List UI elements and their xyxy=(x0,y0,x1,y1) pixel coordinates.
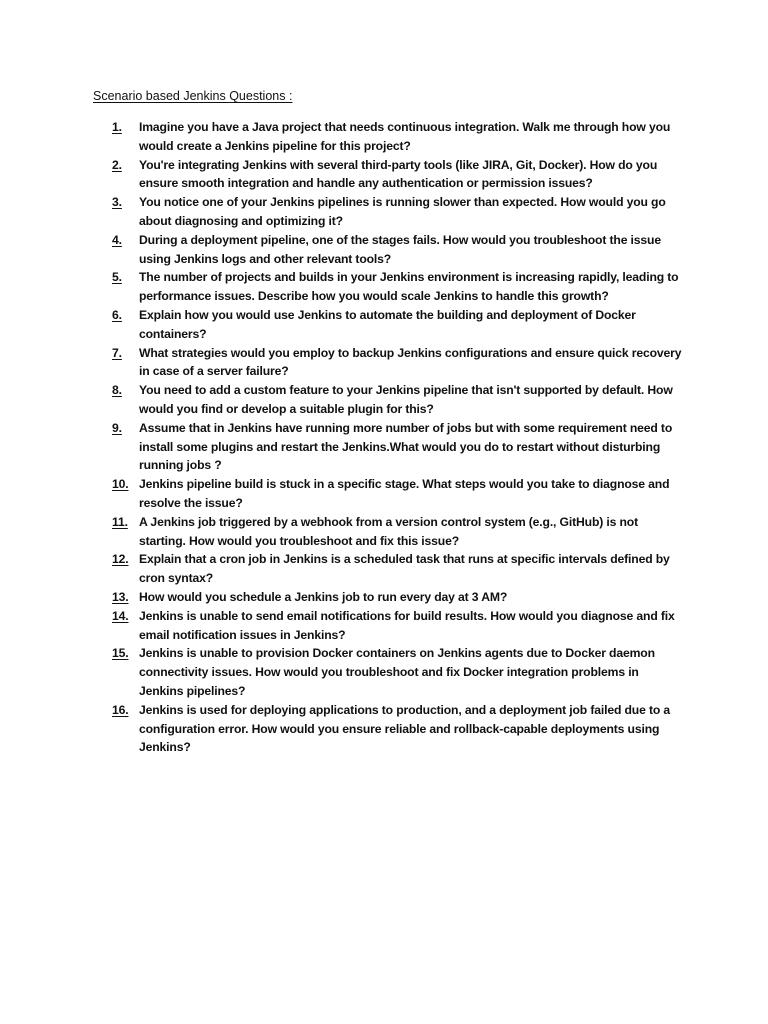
question-text: The number of projects and builds in your Jenkins environment is increasing rapidly, leading to performance issues. Describe how you would scale Jenkins to handle this growth? xyxy=(139,270,679,304)
question-number: 10. xyxy=(112,477,129,492)
question-item xyxy=(112,306,682,344)
question-text: Imagine you have a Java project that needs continuous integration. Walk me through how you would create a Jenkins pipeline for this project? xyxy=(139,120,671,153)
question-item xyxy=(112,513,682,551)
question-item xyxy=(112,193,682,231)
question-number: 5. xyxy=(112,270,122,285)
question-item xyxy=(112,644,682,700)
question-text: Jenkins is unable to provision Docker containers on Jenkins agents due to Docker daemon connectivity issues. How would you troubleshoot and fix Docker integration problems in Jenkins pipelines? xyxy=(139,646,655,698)
question-number: 14. xyxy=(112,608,129,623)
question-text: Assume that in Jenkins have running more number of jobs but with some requirement need to install some plugins and restart the Jenkins.What would you do to restart without disturbing running jobs ? xyxy=(139,420,673,473)
question-number: 2. xyxy=(112,157,122,172)
question-item xyxy=(112,381,682,419)
question-item xyxy=(112,344,682,382)
question-text: You notice one of your Jenkins pipelines is running slower than expected. How would you go about diagnosing and optimizing it? xyxy=(139,195,666,228)
question-number: 6. xyxy=(112,307,122,322)
question-text: Jenkins is unable to send email notifications for build results. How would you diagnose and fix email notification issues in Jenkins? xyxy=(139,608,675,642)
question-text: You need to add a custom feature to your Jenkins pipeline that isn't supported by default. How would you find or develop a suitable plugin for this? xyxy=(139,383,673,416)
question-number: 4. xyxy=(112,232,122,247)
question-text: Jenkins pipeline build is stuck in a specific stage. What steps would you take to diagnose and resolve the issue? xyxy=(139,477,670,510)
document-title: Scenario based Jenkins Questions : xyxy=(93,89,293,103)
question-item xyxy=(112,607,682,645)
question-item xyxy=(112,701,682,757)
question-text: How would you schedule a Jenkins job to run every day at 3 AM? xyxy=(139,589,508,604)
question-number: 9. xyxy=(112,420,122,435)
question-number: 7. xyxy=(112,345,122,360)
question-item xyxy=(112,156,682,194)
question-item xyxy=(112,550,682,588)
question-number: 15. xyxy=(112,646,129,661)
question-item xyxy=(112,419,682,475)
question-number: 8. xyxy=(112,383,122,398)
question-text: Explain that a cron job in Jenkins is a scheduled task that runs at specific intervals defined by cron syntax? xyxy=(139,552,670,586)
question-number: 13. xyxy=(112,589,129,604)
question-item xyxy=(112,118,682,156)
question-item xyxy=(112,231,682,269)
question-number: 3. xyxy=(112,195,122,210)
question-item xyxy=(112,475,682,513)
question-number: 1. xyxy=(112,120,122,134)
question-text: Jenkins is used for deploying applications to production, and a deployment job failed due to a configuration error. How would you ensure reliable and rollback-capable deployments using Jenkins? xyxy=(139,702,671,755)
question-number: 11. xyxy=(112,514,128,529)
question-text: You're integrating Jenkins with several third-party tools (like JIRA, Git, Docker). How do you ensure smooth integration and handle any authentication or permission issues? xyxy=(139,157,658,191)
question-text: Explain how you would use Jenkins to automate the building and deployment of Docker containers? xyxy=(139,307,636,341)
question-text: During a deployment pipeline, one of the stages fails. How would you troubleshoot the issue using Jenkins logs and other relevant tools? xyxy=(139,232,661,266)
question-text: A Jenkins job triggered by a webhook from a version control system (e.g., GitHub) is not starting. How would you troubleshoot and fix this issue? xyxy=(139,514,638,548)
question-item xyxy=(112,268,682,306)
question-item xyxy=(112,588,682,607)
question-list xyxy=(112,118,682,757)
question-text: What strategies would you employ to backup Jenkins configurations and ensure quick recovery in case of a server failure? xyxy=(139,345,682,379)
question-number: 12. xyxy=(112,552,129,567)
question-number: 16. xyxy=(112,702,129,717)
